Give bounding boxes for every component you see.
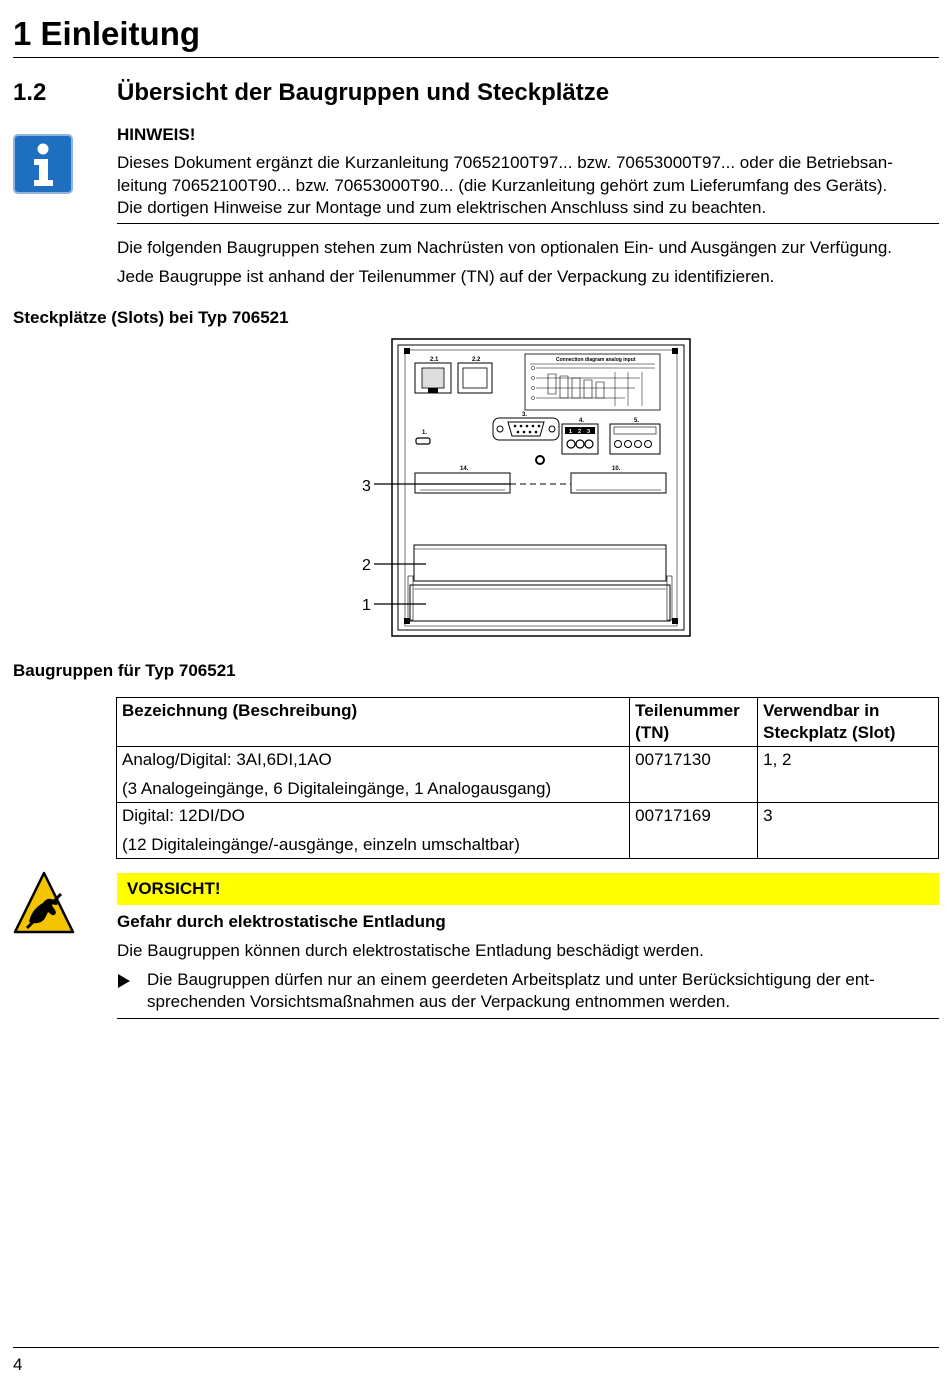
module-cell <box>117 747 630 803</box>
column-header-slot: Verwendbar in Steckplatz (Slot) <box>758 698 939 747</box>
slot-cell: 1, 2 <box>758 747 939 803</box>
terminal-2: 2 <box>578 429 582 435</box>
module-name: Analog/Digital: 3AI,6DI,1AO <box>122 750 332 769</box>
terminal-3: 3 <box>587 429 591 435</box>
callout-2: 2 <box>362 557 371 574</box>
usb-port <box>416 438 430 444</box>
label-14: 14. <box>460 466 469 472</box>
label-1: 1. <box>422 430 428 436</box>
caution-rule <box>117 1018 939 1019</box>
footer-rule <box>13 1347 939 1348</box>
connection-diagram-panel <box>525 354 660 410</box>
dsub-connector <box>493 418 559 440</box>
label-4: 4. <box>579 418 585 424</box>
label-2-2: 2.2 <box>472 357 481 363</box>
label-10: 10. <box>612 466 621 472</box>
terminal-1: 1 <box>569 429 573 435</box>
part-number-cell: 00717130 <box>630 747 758 803</box>
reset-knob <box>536 456 544 464</box>
slot-2-bay <box>414 545 666 581</box>
modules-heading: Baugruppen für Typ 706521 <box>13 661 236 680</box>
label-2-1: 2.1 <box>430 357 439 363</box>
hazard-title: Gefahr durch elektrostatische Entladung <box>117 912 446 931</box>
slot-3-connector-right <box>571 473 666 493</box>
label-5: 5. <box>634 418 640 424</box>
section-title: Übersicht der Baugruppen und Steckplätze <box>117 79 610 106</box>
action-text <box>147 969 939 1013</box>
module-name: Digital: 12DI/DO <box>122 806 245 825</box>
callout-1: 1 <box>362 597 371 614</box>
slot-cell: 3 <box>758 803 939 859</box>
caution-label: VORSICHT! <box>127 879 221 898</box>
slots-heading: Steckplätze (Slots) bei Typ 706521 <box>13 308 289 327</box>
terminal-block-5 <box>610 424 660 454</box>
page-number: 4 <box>13 1355 23 1374</box>
note-line: leitung 70652100T90... bzw. 70653000T90... (die Kurzanleitung gehört zum Lieferumfang des Geräts). <box>117 175 888 195</box>
hazard-text: Die Baugruppen können durch elektrostatische Entladung beschädigt werden. <box>117 941 704 960</box>
terminal-block-4 <box>562 424 598 454</box>
header-rule <box>13 57 939 58</box>
slot-1-bay <box>410 585 670 621</box>
slot-3-connector-left <box>415 473 510 493</box>
intro-paragraph-1: Die folgenden Baugruppen stehen zum Nachrüsten von optionalen Ein- und Ausgängen zur Verfügung. <box>117 238 892 257</box>
part-number-cell: 00717169 <box>630 803 758 859</box>
column-header-name: Bezeichnung (Beschreibung) <box>117 698 630 747</box>
module-description: (12 Digitaleingänge/-ausgänge, einzeln umschaltbar) <box>122 835 520 854</box>
note-rule <box>117 223 939 224</box>
action-line: Die Baugruppen dürfen nur an einem geerdeten Arbeitsplatz und unter Berücksichtigung der ent- <box>147 970 875 989</box>
table-row <box>117 803 939 859</box>
module-cell <box>117 803 630 859</box>
panel-caption: Connection diagram analog input <box>556 357 636 363</box>
caution-bar <box>117 873 939 905</box>
modules-table <box>116 697 939 859</box>
action-line: sprechenden Vorsichtsmaßnahmen aus der Verpackung entnommen werden. <box>147 992 731 1011</box>
info-icon <box>13 134 73 194</box>
device-slot-diagram <box>360 336 700 638</box>
action-arrow-icon <box>118 974 130 988</box>
section-number: 1.2 <box>13 79 47 106</box>
esd-warning-icon <box>13 870 75 936</box>
table-row <box>117 747 939 803</box>
callout-3: 3 <box>362 478 371 495</box>
intro-paragraph-2: Jede Baugruppe ist anhand der Teilenummer (TN) auf der Verpackung zu identifizieren. <box>117 267 775 286</box>
column-header-part-number: Teilenummer (TN) <box>630 698 758 747</box>
module-description: (3 Analogeingänge, 6 Digitaleingänge, 1 Analogausgang) <box>122 779 552 798</box>
note-text <box>117 152 939 220</box>
note-line: Die dortigen Hinweise zur Montage und zum elektrischen Anschluss sind zu beachten. <box>117 198 767 217</box>
label-3: 3. <box>522 412 528 418</box>
table-header-row <box>117 698 939 747</box>
note-line: Dieses Dokument ergänzt die Kurzanleitung 70652100T97... bzw. 70653000T97... oder die Betriebsan- <box>117 153 893 172</box>
chapter-title: 1 Einleitung <box>13 15 201 52</box>
ethernet-port-2-2 <box>458 363 492 393</box>
note-heading: HINWEIS! <box>117 125 196 144</box>
ethernet-port-2-1 <box>415 363 451 393</box>
